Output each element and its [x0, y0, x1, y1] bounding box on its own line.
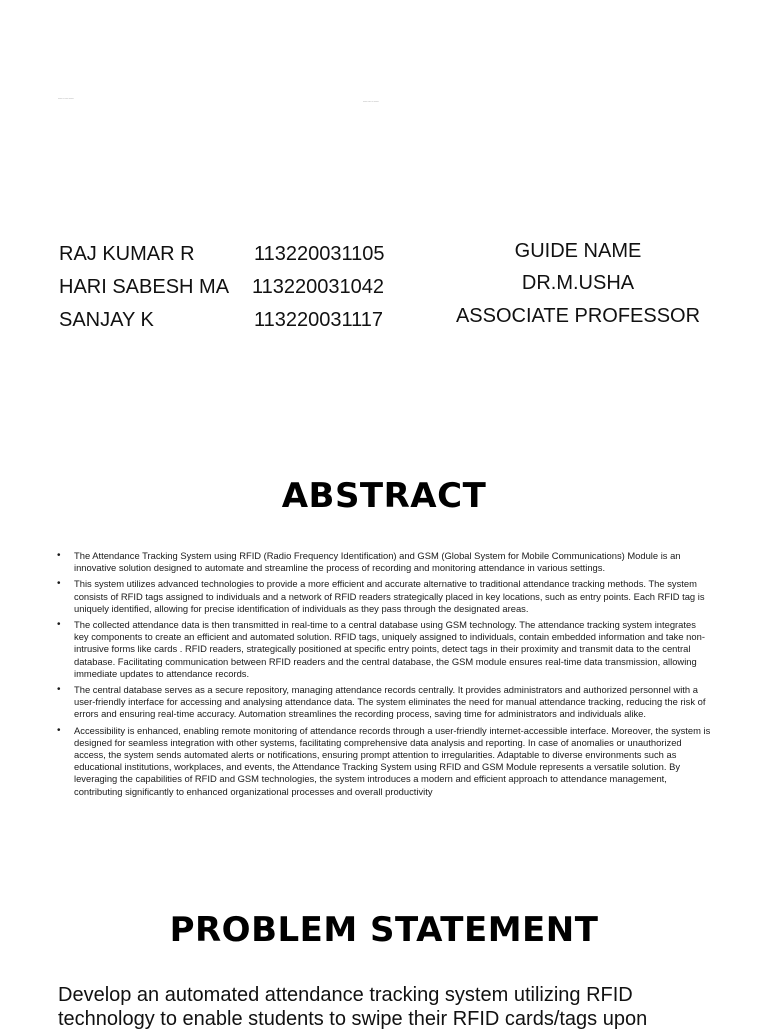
- abstract-point-3: • The collected attendance data is then transmitted in real-time to a central database using GSM technology. The attendance tracking system integrates key components to create an efficient and automated solution. RFID tags, uniquely assigned to individuals, contain embedded information and take non-intrusive forms like cards . RFID readers, strategically positioned at specific entry points, detect tags in their proximity and transmit data to the central database. Facilitating communication between RFID readers and the central database, the GSM module ensures real-time data transmission, allowing immediate updates to attendance records.: [56, 619, 712, 680]
- member-reg-1: 113220031105: [254, 243, 385, 265]
- member-reg-3: 113220031117: [254, 309, 384, 331]
- abstract-point-5: • Accessibility is enhanced, enabling remote monitoring of attendance records through a user-friendly internet-accessible interface. Moreover, the system is designed for seamless integration with other systems, facilitating comprehensive data analysis and reporting. In case of anomalies or unauthorized access, the system sends automated alerts or notifications, ensuring prompt attention to irregularities. Adaptable to diverse environments such as educational institutions, workplaces, and events, the Attendance Tracking System using RFID and GSM Module represents a versatile solution. By leveraging the capabilities of RFID and GSM technologies, the system introduces a modern and efficient approach to attendance management, contributing significantly to enhanced organizational processes and overall productivity: [56, 725, 712, 798]
- abstract-point-2: • This system utilizes advanced technologies to provide a more efficient and accurate alternative to traditional attendance tracking methods. The system consists of RFID tags assigned to individuals and a network of RFID readers strategically placed in key locations, such as entry points. Each RFID tag is uniquely identified, allowing for precise identification of individuals as they pass through the designated areas.: [56, 578, 712, 615]
- problem-statement-text: Develop an automated attendance tracking system utilizing RFID technology to enable students to swipe their RFID cards/tags upon: [58, 984, 648, 1030]
- abstract-list: [56, 550, 712, 802]
- guide-name: DR.M.USHA: [521, 272, 635, 294]
- member-name-1: RAJ KUMAR R: [59, 243, 195, 265]
- abstract-point-1: • The Attendance Tracking System using RFID (Radio Frequency Identification) and GSM (Global System for Mobile Communications) Module is an innovative solution designed to automate and streamline the process of recording and monitoring attendance in various settings.: [56, 550, 712, 574]
- abstract-heading: ABSTRACT: [281, 476, 487, 516]
- tiny-caption-right: ------ ----- --- -------: [363, 101, 379, 103]
- guide-label: GUIDE NAME: [514, 240, 642, 262]
- abstract-point-4: • The central database serves as a secure repository, managing attendance records centrally. It provides administrators and authorized personnel with a user-friendly interface for accessing and analysing attendance data. The system eliminates the need for manual attendance tracking, reducing the risk of errors and ensuring real-time accuracy. Automation streamlines the recording process, saving time for administrators and individuals alike.: [56, 684, 712, 721]
- guide-designation: ASSOCIATE PROFESSOR: [455, 305, 701, 327]
- member-name-3: SANJAY K: [59, 309, 154, 331]
- member-name-2: HARI SABESH MA: [59, 276, 230, 298]
- problem-statement-heading: PROBLEM STATEMENT: [169, 910, 599, 950]
- tiny-caption-left: ------ --- ----- -------: [58, 98, 74, 100]
- member-reg-2: 113220031042: [252, 276, 384, 298]
